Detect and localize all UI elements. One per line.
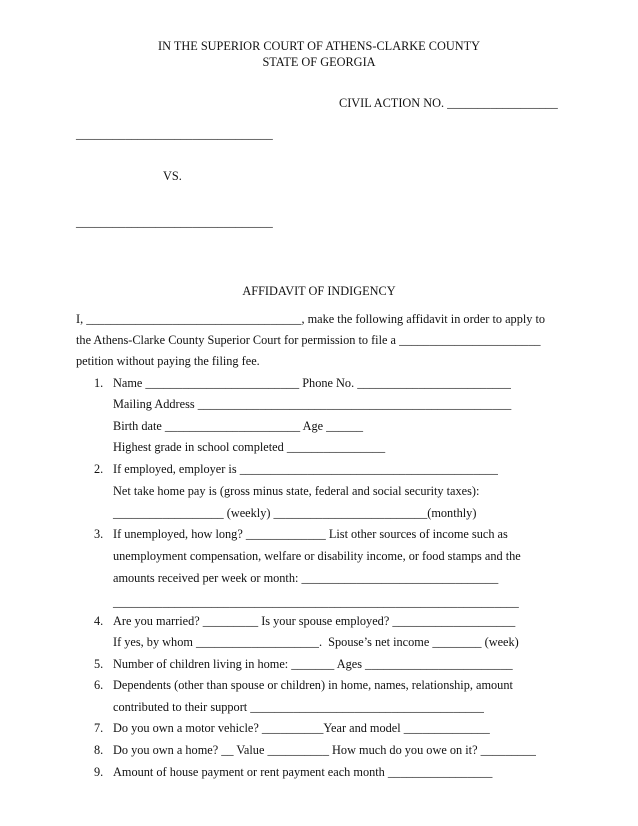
item-number: 3. <box>94 527 104 541</box>
intro-line[interactable]: I, ___________________________________, make the following affidavit in order to apply to <box>76 312 546 326</box>
item-line[interactable]: Amount of house payment or rent payment each month _________________ <box>113 765 493 779</box>
item-number: 8. <box>94 743 104 757</box>
item-line[interactable]: Do you own a motor vehicle? __________Year and model ______________ <box>113 721 490 735</box>
item-line[interactable]: Do you own a home? __ Value __________ How much do you owe on it? _________ <box>113 743 536 757</box>
item-line[interactable]: Are you married? _________ Is your spouse employed? ____________________ <box>113 614 516 628</box>
intro-line[interactable]: the Athens-Clarke County Superior Court for permission to file a _______________________ <box>76 333 541 347</box>
item-line[interactable]: If employed, employer is __________________________________________ <box>113 462 498 476</box>
civil-action-number[interactable]: CIVIL ACTION NO. __________________ <box>339 96 558 110</box>
item-line[interactable]: Number of children living in home: _______ Ages ________________________ <box>113 657 513 671</box>
item-line[interactable]: contributed to their support ______________________________________ <box>113 700 484 714</box>
item-line: unemployment compensation, welfare or disability income, or food stamps and the <box>113 549 521 563</box>
defendant-line[interactable]: ________________________________ <box>76 215 273 229</box>
item-line[interactable]: Mailing Address ___________________________________________________ <box>113 397 512 411</box>
versus-label: VS. <box>163 169 182 183</box>
item-line[interactable]: amounts received per week or month: ________________________________ <box>113 571 499 585</box>
item-line[interactable]: Name _________________________ Phone No. _________________________ <box>113 376 511 390</box>
item-line[interactable]: __________________________________________________________________ <box>113 595 519 609</box>
court-heading: IN THE SUPERIOR COURT OF ATHENS-CLARKE COUNTY <box>158 39 480 53</box>
item-line: Dependents (other than spouse or children) in home, names, relationship, amount <box>113 678 513 692</box>
item-line[interactable]: Birth date ______________________ Age ______ <box>113 419 364 433</box>
item-number: 7. <box>94 721 104 735</box>
item-number: 9. <box>94 765 104 779</box>
item-line[interactable]: If yes, by whom ____________________. Spouse’s net income ________ (week) <box>113 635 519 649</box>
item-number: 6. <box>94 678 104 692</box>
item-number: 4. <box>94 614 104 628</box>
state-heading: STATE OF GEORGIA <box>262 55 376 69</box>
item-line[interactable]: If unemployed, how long? _____________ List other sources of income such as <box>113 527 508 541</box>
item-number: 1. <box>94 376 104 390</box>
item-line[interactable]: __________________ (weekly) _________________________(monthly) <box>113 506 477 520</box>
affidavit-title: AFFIDAVIT OF INDIGENCY <box>242 284 396 298</box>
intro-line: petition without paying the filing fee. <box>76 354 260 368</box>
item-line[interactable]: Highest grade in school completed ________________ <box>113 440 386 454</box>
item-line: Net take home pay is (gross minus state, federal and social security taxes): <box>113 484 480 498</box>
item-number: 5. <box>94 657 104 671</box>
item-number: 2. <box>94 462 104 476</box>
plaintiff-line[interactable]: ________________________________ <box>76 127 273 141</box>
